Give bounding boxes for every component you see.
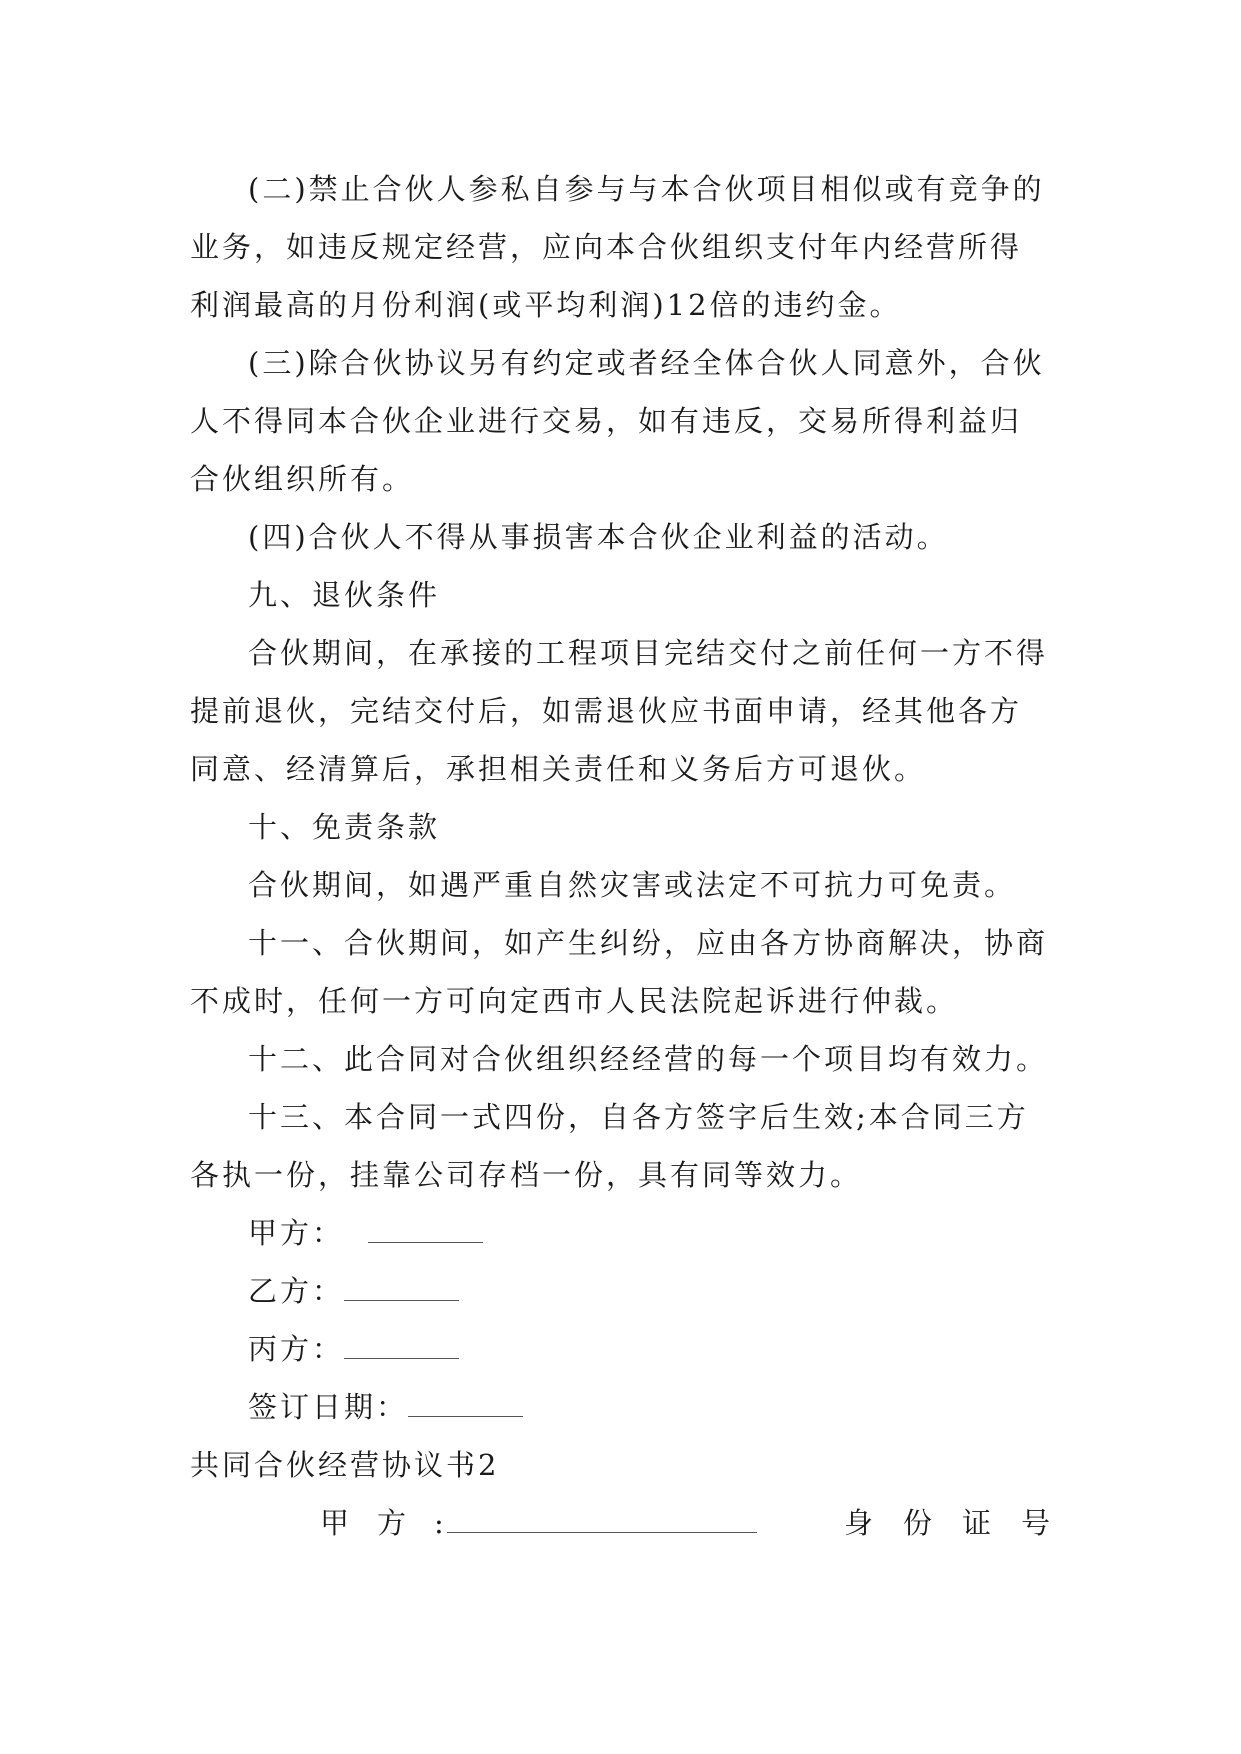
- document-body: [190, 160, 1080, 1552]
- section-10-heading: 十、免责条款: [248, 810, 441, 844]
- clause-3-paragraph: (三)除合伙协议另有约定或者经全体合伙人同意外，合伙人不得同本合伙企业进行交易，如有违反，交易所得利益归合伙组织所有。: [190, 346, 1045, 496]
- party-c-signature-line: [190, 1320, 1050, 1378]
- clause-4-paragraph: (四)合伙人不得从事损害本合伙企业利益的活动。: [248, 520, 949, 554]
- second-doc-party-a-line: [190, 1494, 1080, 1552]
- clause-2-paragraph: (二)禁止合伙人参私自参与与本合伙项目相似或有竞争的业务，如违反规定经营，应向本合伙组织支付年内经营所得利润最高的月份利润(或平均利润)12倍的违约金。: [190, 172, 1045, 322]
- sign-date-blank[interactable]: [408, 1394, 523, 1417]
- party-b-signature-line: [190, 1262, 1050, 1320]
- sign-date-label: 签订日期：: [248, 1390, 409, 1424]
- second-doc-id-label: 身份证号: [843, 1506, 1080, 1540]
- party-a-blank[interactable]: [368, 1220, 483, 1243]
- section-12-paragraph: 十二、此合同对合伙组织经经营的每一个项目均有效力。: [248, 1042, 1049, 1076]
- section-9-paragraph: 合伙期间，在承接的工程项目完结交付之前任何一方不得提前退伙，完结交付后，如需退伙应书面申请，经其他各方同意、经清算后，承担相关责任和义务后方可退伙。: [190, 636, 1049, 786]
- section-9-heading: 九、退伙条件: [248, 578, 441, 612]
- section-11-paragraph: 十一、合伙期间，如产生纠纷，应由各方协商解决，协商不成时，任何一方可向定西市人民法院起诉进行仲裁。: [190, 926, 1049, 1018]
- section-13-paragraph: 十三、本合同一式四份，自各方签字后生效;本合同三方各执一份，挂靠公司存档一份，具有同等效力。: [190, 1100, 1029, 1192]
- party-c-label: 丙方：: [248, 1332, 345, 1366]
- party-c-blank[interactable]: [344, 1336, 459, 1359]
- second-doc-colon: :: [434, 1506, 447, 1540]
- party-b-label: 乙方：: [248, 1274, 345, 1308]
- party-a-label: 甲方：: [248, 1216, 345, 1250]
- section-10-paragraph: 合伙期间，如遇严重自然灾害或法定不可抗力可免责。: [248, 868, 1017, 902]
- party-a-signature-line: [190, 1204, 1050, 1262]
- party-b-blank[interactable]: [344, 1278, 459, 1301]
- sign-date-line: [190, 1378, 1050, 1436]
- second-doc-party-a-blank[interactable]: [447, 1510, 757, 1533]
- second-doc-party-a-label: 甲方: [320, 1506, 435, 1540]
- second-document-title: 共同合伙经营协议书2: [190, 1448, 500, 1482]
